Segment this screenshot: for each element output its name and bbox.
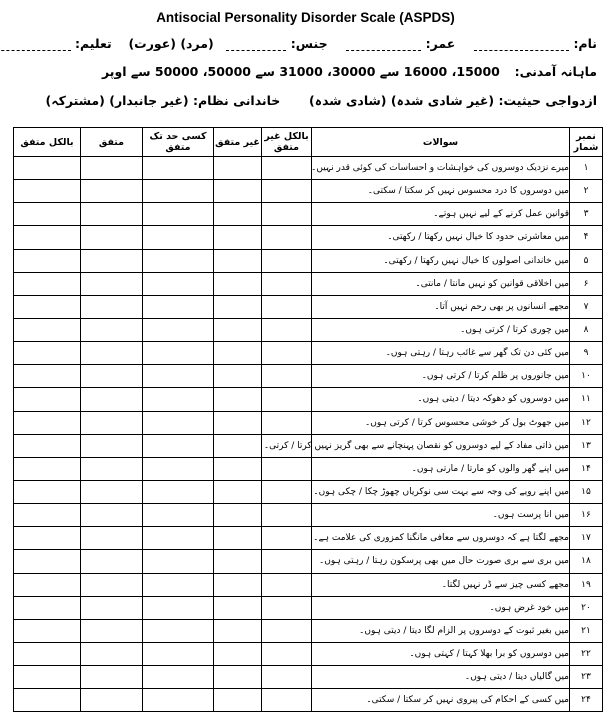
gender-options[interactable]: (مرد) (عورت) <box>128 36 214 51</box>
row-number: ۱۸ <box>570 550 603 573</box>
response-cell[interactable] <box>214 388 262 411</box>
response-cell[interactable] <box>14 573 81 596</box>
response-cell[interactable] <box>262 388 312 411</box>
age-label: عمر: <box>425 36 456 51</box>
response-cell[interactable] <box>81 249 143 272</box>
response-cell[interactable] <box>262 203 312 226</box>
response-cell[interactable] <box>262 596 312 619</box>
response-cell[interactable] <box>143 480 214 503</box>
table-row <box>14 434 603 457</box>
table-row <box>14 318 603 341</box>
response-cell[interactable] <box>81 318 143 341</box>
row-number: ۴ <box>570 226 603 249</box>
response-cell[interactable] <box>81 365 143 388</box>
row-number: ۸ <box>570 318 603 341</box>
income-label: ماہانہ آمدنی: <box>514 64 597 79</box>
response-cell[interactable] <box>143 619 214 642</box>
table-row <box>14 666 603 689</box>
response-cell[interactable] <box>81 480 143 503</box>
response-cell[interactable] <box>143 272 214 295</box>
response-cell[interactable] <box>214 550 262 573</box>
response-cell[interactable] <box>143 527 214 550</box>
row-number: ۱۴ <box>570 457 603 480</box>
header-questions: سوالات <box>312 128 570 157</box>
row-statement: میں کسی کے احکام کی پیروی نہیں کر سکتا / سکتی۔ <box>312 689 570 712</box>
response-cell[interactable] <box>14 666 81 689</box>
response-cell[interactable] <box>214 295 262 318</box>
response-cell[interactable] <box>262 666 312 689</box>
row-statement: میں گالیاں دیتا / دیتی ہوں۔ <box>312 666 570 689</box>
response-cell[interactable] <box>81 295 143 318</box>
row-number: ۱۲ <box>570 411 603 434</box>
response-cell[interactable] <box>214 666 262 689</box>
response-cell[interactable] <box>214 342 262 365</box>
row-statement: میں اپنے رویے کی وجہ سے بہت سی نوکریاں چھوڑ چکا / چکی ہوں۔ <box>312 480 570 503</box>
response-cell[interactable] <box>81 157 143 180</box>
response-cell[interactable] <box>262 550 312 573</box>
row-number: ۱۶ <box>570 504 603 527</box>
row-number: ۱۹ <box>570 573 603 596</box>
row-statement: میں بری سے بری صورت حال میں بھی پرسکون رہتا / رہتی ہوں۔ <box>312 550 570 573</box>
table-row <box>14 249 603 272</box>
response-cell[interactable] <box>14 342 81 365</box>
response-cell[interactable] <box>14 180 81 203</box>
row-number: ۲۴ <box>570 689 603 712</box>
response-cell[interactable] <box>262 619 312 642</box>
response-cell[interactable] <box>14 203 81 226</box>
education-field[interactable] <box>0 39 71 51</box>
response-cell[interactable] <box>14 457 81 480</box>
row-statement: قوانین عمل کرنے کے لیے نہیں ہوتے۔ <box>312 203 570 226</box>
demographics-line-3 <box>14 93 597 108</box>
demographics-line-2 <box>14 64 597 79</box>
education-label: تعلیم: <box>74 36 112 51</box>
response-cell[interactable] <box>14 689 81 712</box>
table-row <box>14 527 603 550</box>
row-number: ۶ <box>570 272 603 295</box>
response-cell[interactable] <box>262 226 312 249</box>
response-cell[interactable] <box>214 434 262 457</box>
marital-label: ازدواجی حیثیت: <box>498 93 597 108</box>
response-cell[interactable] <box>81 411 143 434</box>
family-options[interactable]: (غیر جانبدار) (مشترکہ) <box>45 93 189 108</box>
row-statement: میں خاندانی اصولوں کا خیال نہیں رکھتا / رکھتی۔ <box>312 249 570 272</box>
response-cell[interactable] <box>143 596 214 619</box>
response-cell[interactable] <box>262 295 312 318</box>
demographics-line-1 <box>14 36 597 51</box>
response-cell[interactable] <box>214 573 262 596</box>
row-statement: میں بغیر ثبوت کے دوسروں پر الزام لگا دیتا / دیتی ہوں۔ <box>312 619 570 642</box>
response-cell[interactable] <box>143 504 214 527</box>
response-cell[interactable] <box>262 457 312 480</box>
row-statement: میں دوسروں کا درد محسوس نہیں کر سکتا / سکتی۔ <box>312 180 570 203</box>
response-cell[interactable] <box>214 226 262 249</box>
age-field[interactable] <box>346 39 421 51</box>
response-cell[interactable] <box>143 550 214 573</box>
response-cell[interactable] <box>14 480 81 503</box>
gender-field[interactable] <box>226 39 286 51</box>
table-row <box>14 295 603 318</box>
marital-options[interactable]: (غیر شادی شدہ) (شادی شدہ) <box>309 93 495 108</box>
response-cell[interactable] <box>214 180 262 203</box>
response-cell[interactable] <box>143 689 214 712</box>
row-statement: میں دوسروں کو برا بھلا کہتا / کہتی ہوں۔ <box>312 642 570 665</box>
response-cell[interactable] <box>81 388 143 411</box>
response-cell[interactable] <box>14 295 81 318</box>
response-cell[interactable] <box>143 226 214 249</box>
response-cell[interactable] <box>14 365 81 388</box>
row-statement: میں اخلاقی قوانین کو نہیں مانتا / مانتی۔ <box>312 272 570 295</box>
response-cell[interactable] <box>143 388 214 411</box>
table-row <box>14 596 603 619</box>
row-number: ۲ <box>570 180 603 203</box>
name-label: نام: <box>573 36 597 51</box>
row-number: ۱۰ <box>570 365 603 388</box>
response-cell[interactable] <box>14 272 81 295</box>
response-cell[interactable] <box>14 249 81 272</box>
table-row <box>14 272 603 295</box>
row-number: ۲۳ <box>570 666 603 689</box>
response-cell[interactable] <box>262 411 312 434</box>
response-cell[interactable] <box>143 342 214 365</box>
income-options[interactable]: 15000، 16000 سے 30000، 31000 سے 50000، 50000 سے اوپر <box>102 64 500 79</box>
response-cell[interactable] <box>214 689 262 712</box>
response-cell[interactable] <box>214 318 262 341</box>
row-statement: میں خود غرض ہوں۔ <box>312 596 570 619</box>
response-cell[interactable] <box>214 527 262 550</box>
response-cell[interactable] <box>14 504 81 527</box>
response-cell[interactable] <box>214 157 262 180</box>
row-statement: مجھے انسانوں پر بھی رحم نہیں آتا۔ <box>312 295 570 318</box>
response-cell[interactable] <box>81 550 143 573</box>
row-statement: مجھے کسی چیز سے ڈر نہیں لگتا۔ <box>312 573 570 596</box>
response-cell[interactable] <box>81 573 143 596</box>
table-row <box>14 342 603 365</box>
table-row <box>14 573 603 596</box>
response-cell[interactable] <box>143 295 214 318</box>
row-number: ۵ <box>570 249 603 272</box>
response-cell[interactable] <box>262 689 312 712</box>
row-statement: میں معاشرتی حدود کا خیال نہیں رکھتا / رکھتی۔ <box>312 226 570 249</box>
response-cell[interactable] <box>214 596 262 619</box>
response-cell[interactable] <box>262 157 312 180</box>
row-number: ۲۱ <box>570 619 603 642</box>
table-row <box>14 480 603 503</box>
response-cell[interactable] <box>214 365 262 388</box>
response-cell[interactable] <box>81 642 143 665</box>
table-row <box>14 365 603 388</box>
response-cell[interactable] <box>143 180 214 203</box>
response-cell[interactable] <box>262 504 312 527</box>
row-statement: مجھے لگتا ہے کہ دوسروں سے معافی مانگنا کمزوری کی علامت ہے۔ <box>312 527 570 550</box>
response-cell[interactable] <box>214 457 262 480</box>
table-row <box>14 550 603 573</box>
response-cell[interactable] <box>143 411 214 434</box>
response-cell[interactable] <box>262 249 312 272</box>
table-row <box>14 157 603 180</box>
row-number: ۳ <box>570 203 603 226</box>
response-cell[interactable] <box>262 180 312 203</box>
table-row <box>14 457 603 480</box>
response-cell[interactable] <box>81 180 143 203</box>
response-cell[interactable] <box>214 480 262 503</box>
response-cell[interactable] <box>14 388 81 411</box>
response-cell[interactable] <box>81 226 143 249</box>
response-cell[interactable] <box>81 596 143 619</box>
response-cell[interactable] <box>14 596 81 619</box>
row-statement: میرے نزدیک دوسروں کی خواہشات و احساسات کی کوئی قدر نہیں۔ <box>312 157 570 180</box>
response-cell[interactable] <box>14 157 81 180</box>
row-number: ۹ <box>570 342 603 365</box>
response-cell[interactable] <box>143 365 214 388</box>
response-cell[interactable] <box>143 157 214 180</box>
response-cell[interactable] <box>14 226 81 249</box>
row-number: ۱۵ <box>570 480 603 503</box>
header-strongly-disagree: بالکل غیر متفق <box>262 128 312 157</box>
family-label: خاندانی نظام: <box>193 93 281 108</box>
response-cell[interactable] <box>214 203 262 226</box>
response-cell[interactable] <box>262 573 312 596</box>
response-cell[interactable] <box>143 318 214 341</box>
response-cell[interactable] <box>262 272 312 295</box>
row-statement: میں جانوروں پر ظلم کرتا / کرتی ہوں۔ <box>312 365 570 388</box>
table-row <box>14 411 603 434</box>
row-statement: میں ذاتی مفاد کے لیے دوسروں کو نقصان پہنچانے سے بھی گریز نہیں کرتا / کرتی۔ <box>312 434 570 457</box>
response-cell[interactable] <box>81 434 143 457</box>
page-title: Antisocial Personality Disorder Scale (ASPDS) <box>156 10 455 25</box>
table-row <box>14 619 603 642</box>
response-cell[interactable] <box>81 203 143 226</box>
response-cell[interactable] <box>262 342 312 365</box>
response-cell[interactable] <box>214 272 262 295</box>
row-number: ۲۰ <box>570 596 603 619</box>
response-cell[interactable] <box>81 619 143 642</box>
response-cell[interactable] <box>262 527 312 550</box>
table-header-row <box>14 128 603 157</box>
response-cell[interactable] <box>214 249 262 272</box>
response-cell[interactable] <box>14 411 81 434</box>
table-body <box>14 157 603 712</box>
row-number: ۱۳ <box>570 434 603 457</box>
response-cell[interactable] <box>143 434 214 457</box>
response-cell[interactable] <box>14 434 81 457</box>
response-cell[interactable] <box>214 619 262 642</box>
response-cell[interactable] <box>81 504 143 527</box>
response-cell[interactable] <box>14 318 81 341</box>
header-somewhat-agree: کسی حد تک متفق <box>143 128 214 157</box>
response-cell[interactable] <box>143 573 214 596</box>
table-row <box>14 642 603 665</box>
name-field[interactable] <box>474 39 569 51</box>
header-strongly-agree: بالکل متفق <box>14 128 81 157</box>
header-serial: نمبر شمار <box>570 128 603 157</box>
row-statement: میں اپنے گھر والوں کو مارتا / مارتی ہوں۔ <box>312 457 570 480</box>
header-agree: متفق <box>81 128 143 157</box>
row-number: ۱۷ <box>570 527 603 550</box>
response-cell[interactable] <box>143 203 214 226</box>
row-number: ۱۱ <box>570 388 603 411</box>
row-number: ۲۲ <box>570 642 603 665</box>
response-cell[interactable] <box>81 689 143 712</box>
response-cell[interactable] <box>262 480 312 503</box>
response-cell[interactable] <box>262 642 312 665</box>
response-cell[interactable] <box>214 411 262 434</box>
response-cell[interactable] <box>143 249 214 272</box>
response-cell[interactable] <box>143 457 214 480</box>
response-cell[interactable] <box>14 550 81 573</box>
response-cell[interactable] <box>81 666 143 689</box>
header-disagree: غیر متفق <box>214 128 262 157</box>
response-cell[interactable] <box>81 272 143 295</box>
questionnaire-table <box>13 127 603 712</box>
row-statement: میں کئی دن تک گھر سے غائب رہتا / رہتی ہوں۔ <box>312 342 570 365</box>
table-row <box>14 226 603 249</box>
table-row <box>14 203 603 226</box>
row-statement: میں جھوٹ بول کر خوشی محسوس کرتا / کرتی ہوں۔ <box>312 411 570 434</box>
gender-label: جنس: <box>290 36 328 51</box>
row-number: ۷ <box>570 295 603 318</box>
table-row <box>14 388 603 411</box>
response-cell[interactable] <box>14 619 81 642</box>
response-cell[interactable] <box>14 527 81 550</box>
response-cell[interactable] <box>143 642 214 665</box>
row-number: ۱ <box>570 157 603 180</box>
row-statement: میں دوسروں کو دھوکہ دیتا / دیتی ہوں۔ <box>312 388 570 411</box>
response-cell[interactable] <box>214 504 262 527</box>
table-row <box>14 689 603 712</box>
response-cell[interactable] <box>262 365 312 388</box>
response-cell[interactable] <box>81 457 143 480</box>
response-cell[interactable] <box>81 342 143 365</box>
response-cell[interactable] <box>262 318 312 341</box>
response-cell[interactable] <box>81 527 143 550</box>
row-statement: میں انا پرست ہوں۔ <box>312 504 570 527</box>
table-row <box>14 504 603 527</box>
response-cell[interactable] <box>214 642 262 665</box>
response-cell[interactable] <box>14 642 81 665</box>
response-cell[interactable] <box>143 666 214 689</box>
table-row <box>14 180 603 203</box>
row-statement: میں چوری کرتا / کرتی ہوں۔ <box>312 318 570 341</box>
